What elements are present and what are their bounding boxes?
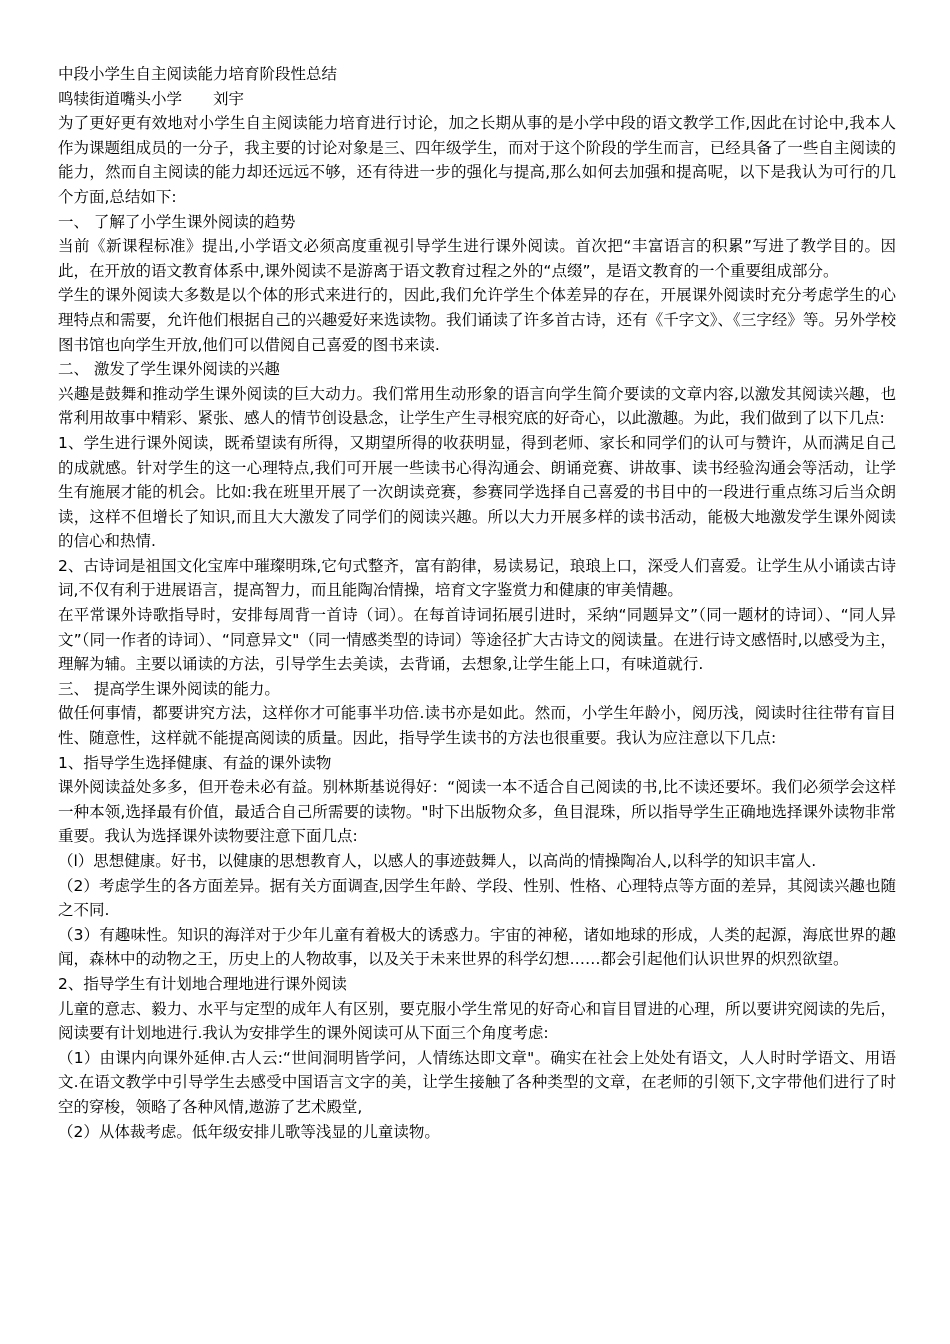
paragraph: 儿童的意志、毅力、水平与定型的成年人有区别，要克服小学生常见的好奇心和盲目冒进的心理，所以要讲究阅读的先后，阅读要有计划地进行.我认为安排学生的课外阅读可从下面三个角度考虑: xyxy=(58,999,896,1043)
document-title: 中段小学生自主阅读能力培育阶段性总结 xyxy=(58,65,338,83)
list-item: （2）从体裁考虑。低年级安排儿歌等浅显的儿童读物。 xyxy=(58,1122,440,1141)
paragraph: 1、学生进行课外阅读，既希望读有所得，又期望所得的收获明显，得到老师、家长和同学们的认可与赞许，从而满足自己的成就感。针对学生的这一心理特点,我们可开展一些读书心得沟通会、朗诵竞赛、讲故事、读书经验沟通会等活动，让学生有施展才能的机会。比如:我在班里开展了一次朗读竞赛，参赛同学选择自己喜爱的书目中的一段进行重点练习后当众朗读，这样不但增长了知识,而且大大激发了同学们的阅读兴趣。所以大力开展多样的读书活动，能极大地激发学生课外阅读的信心和热情. xyxy=(58,433,896,551)
paragraph: 兴趣是鼓舞和推动学生课外阅读的巨大动力。我们常用生动形象的语言向学生简介要读的文章内容,以激发其阅读兴趣，也常利用故事中精彩、紧张、感人的情节创设悬念，让学生产生寻根究底的好奇心，以此激趣。为此，我们做到了以下几点: xyxy=(58,384,896,428)
list-item: （2）考虑学生的各方面差异。据有关方面调查,因学生年龄、学段、性别、性格、心理特点等方面的差异，其阅读兴趣也随之不同. xyxy=(58,876,896,920)
paragraph: 做任何事情，都要讲究方法，这样你才可能事半功倍.读书亦是如此。然而，小学生年龄小，阅历浅，阅读时往往带有盲目性、随意性，这样就不能提高阅读的质量。因此，指导学生读书的方法也很重要。我认为应注意以下几点: xyxy=(58,704,896,748)
subsection-heading: 2、指导学生有计划地合理地进行课外阅读 xyxy=(58,974,347,993)
subsection-heading: 1、指导学生选择健康、有益的课外读物 xyxy=(58,753,332,772)
paragraph: 学生的课外阅读大多数是以个体的形式来进行的，因此,我们允许学生个体差异的存在，开展课外阅读时充分考虑学生的心理特点和需要，允许他们根据自己的兴趣爱好来选读物。我们诵读了许多首古诗，还有《千字文》、《三字经》等。另外学校图书馆也向学生开放,他们可以借阅自己喜爱的图书来读. xyxy=(58,286,896,354)
paragraph: 为了更好更有效地对小学生自主阅读能力培育进行讨论，加之长期从事的是小学中段的语文教学工作,因此在讨论中,我本人作为课题组成员的一分子，我主要的讨论对象是三、四年级学生，而对于这个阶段的学生而言，已经具备了一些自主阅读的能力，然而自主阅读的能力却还远远不够，还有待进一步的强化与提高,那么如何去加强和提高呢，以下是我认为可行的几个方面,总结如下: xyxy=(58,114,896,206)
list-item: （1）由课内向课外延伸.古人云:“世间洞明皆学问，人情练达即文章"。确实在社会上处处有语文，人人时时学语文、用语文.在语文教学中引导学生去感受中国语言文字的美，让学生接触了各种类型的文章，在老师的引领下,文字带他们进行了时空的穿梭，领略了各种风情,遨游了艺术殿堂, xyxy=(58,1048,896,1116)
paragraph: 当前《新课程标准》提出,小学语文必须高度重视引导学生进行课外阅读。首次把“丰富语言的积累”写进了教学目的。因此，在开放的语文教育体系中,课外阅读不是游离于语文教育过程之外的“点缀”，是语文教育的一个重要组成部分。 xyxy=(58,237,896,280)
paragraph: 2、古诗词是祖国文化宝库中璀璨明珠,它句式整齐，富有韵律，易读易记，琅琅上口，深受人们喜爱。让学生从小诵读古诗词,不仅有利于进展语言，提高智力，而且能陶冶情操，培育文字鉴赏力和健康的审美情趣。 xyxy=(58,556,896,600)
document-page xyxy=(58,62,896,1144)
section-heading: 三、 提高学生课外阅读的能力。 xyxy=(58,679,280,698)
list-item: （3）有趣味性。知识的海洋对于少年儿童有着极大的诱惑力。宇宙的神秘，诸如地球的形成，人类的起源，海底世界的趣闻，森林中的动物之王，历史上的人物故事，以及关于未来世界的科学幻想……都会引起他们认识世界的炽烈欲望。 xyxy=(58,925,896,969)
section-heading: 一、 了解了小学生课外阅读的趋势 xyxy=(58,212,296,231)
section-heading: 二、 激发了学生课外阅读的兴趣 xyxy=(58,360,280,379)
document-byline: 鸣犊街道嘴头小学 刘宇 xyxy=(58,89,245,108)
paragraph: 课外阅读益处多多，但开卷未必有益。别林斯基说得好：“阅读一本不适合自己阅读的书,比不读还要坏。我们必须学会这样一种本领,选择最有价值，最适合自己所需要的读物。"时下出版物众多，鱼目混珠，所以指导学生正确地选择课外读物非常重要。我认为选择课外读物要注意下面几点: xyxy=(58,778,896,846)
paragraph: 在平常课外诗歌指导时，安排每周背一首诗（词）。在每首诗词拓展引进时，采纳“同题异文”（同一题材的诗词）、“同人异文”（同一作者的诗词）、“同意异文"（同一情感类型的诗词）等途径扩大古诗文的阅读量。在进行诗文感悟时,以感受为主，理解为辅。主要以诵读的方法，引导学生去美读，去背诵，去想象,让学生能上口，有味道就行. xyxy=(58,606,896,674)
list-item: （l）思想健康。好书，以健康的思想教育人，以感人的事迹鼓舞人，以高尚的情操陶冶人,以科学的知识丰富人. xyxy=(58,852,817,870)
